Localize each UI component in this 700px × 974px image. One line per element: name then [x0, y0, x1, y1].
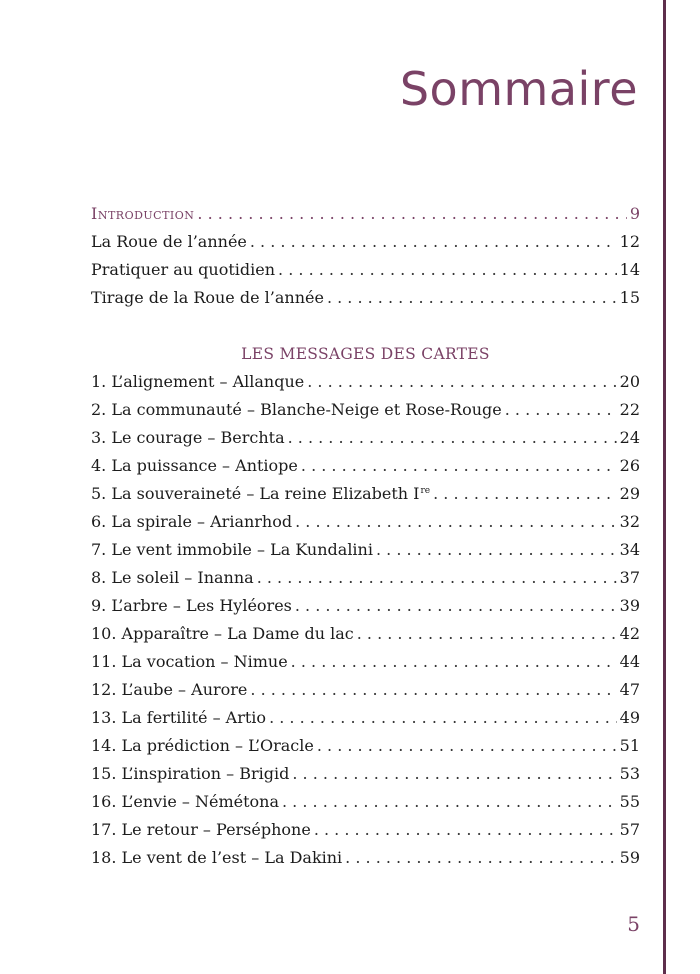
toc-entry-page: 32 [619, 512, 640, 531]
toc-entry-label: 17. Le retour – Perséphone [91, 820, 311, 839]
toc-entry-label: La Roue de l’année [91, 232, 247, 251]
toc-entry[interactable] [91, 564, 640, 592]
dot-leader [317, 732, 617, 760]
dot-leader [357, 620, 617, 648]
toc-entry-label: 1. L’alignement – Allanque [91, 372, 305, 391]
dot-leader [282, 788, 617, 816]
toc-entry-page: 37 [619, 568, 640, 587]
toc-entry-page: 22 [619, 400, 640, 419]
toc-entry-label: 4. La puissance – Antiope [91, 456, 298, 475]
toc-entry-page: 57 [619, 820, 640, 839]
toc-entry-page: 51 [619, 736, 640, 755]
toc-entry-label: 7. Le vent immobile – La Kundalini [91, 540, 373, 559]
toc-entry-page: 15 [619, 288, 640, 307]
toc-entry-superscript: re [420, 486, 431, 496]
toc-entry-label: 12. L’aube – Aurore [91, 680, 248, 699]
toc-entry[interactable] [91, 396, 640, 424]
toc-entry-label: 3. Le courage – Berchta [91, 428, 285, 447]
toc-entry-page: 42 [619, 624, 640, 643]
toc-entry-label: 11. La vocation – Nimue [91, 652, 288, 671]
toc-entry-label: 13. La fertilité – Artio [91, 708, 267, 727]
table-of-contents [91, 200, 640, 872]
dot-leader [433, 480, 617, 508]
toc-entry[interactable] [91, 620, 640, 648]
toc-entry-label: 2. La communauté – Blanche-Neige et Rose-Rouge [91, 400, 502, 419]
toc-entry-label: Introduction [91, 204, 195, 223]
toc-entry[interactable] [91, 508, 640, 536]
front-matter-list [91, 200, 640, 312]
toc-entry-label: 8. Le soleil – Inanna [91, 568, 254, 587]
toc-entry[interactable] [91, 256, 640, 284]
dot-leader [295, 508, 617, 536]
section-heading: LES MESSAGES DES CARTES [241, 345, 490, 363]
toc-entry-label: Pratiquer au quotidien [91, 260, 276, 279]
dot-leader [301, 452, 617, 480]
toc-entry-page: 53 [619, 764, 640, 783]
toc-entry-label: 15. L’inspiration – Brigid [91, 764, 290, 783]
toc-entry[interactable] [91, 732, 640, 760]
toc-entry-page: 44 [619, 652, 640, 671]
toc-entry-introduction[interactable] [91, 200, 640, 228]
toc-entry-label: 16. L’envie – Némétona [91, 792, 279, 811]
toc-entry[interactable] [91, 228, 640, 256]
dot-leader [250, 676, 616, 704]
toc-entry[interactable] [91, 284, 640, 312]
toc-entry[interactable] [91, 592, 640, 620]
card-messages-list [91, 368, 640, 872]
dot-leader [269, 704, 617, 732]
toc-entry-label: 10. Apparaître – La Dame du lac [91, 624, 354, 643]
dot-leader [278, 256, 617, 284]
toc-entry-label: Tirage de la Roue de l’année [91, 288, 324, 307]
dot-leader [250, 228, 617, 256]
toc-entry-page: 34 [619, 540, 640, 559]
dot-leader [307, 368, 616, 396]
toc-entry[interactable] [91, 844, 640, 872]
toc-entry-page: 24 [619, 428, 640, 447]
dot-leader [376, 536, 617, 564]
toc-entry-page: 39 [619, 596, 640, 615]
toc-entry-page: 12 [619, 232, 640, 251]
toc-entry-label: 14. La prédiction – L’Oracle [91, 736, 314, 755]
toc-entry[interactable] [91, 480, 640, 508]
toc-entry-page: 14 [619, 260, 640, 279]
dot-leader [345, 844, 616, 872]
toc-entry[interactable] [91, 536, 640, 564]
page-number: 5 [627, 912, 640, 936]
dot-leader [505, 396, 617, 424]
toc-entry-page: 9 [629, 204, 640, 223]
dot-leader [257, 564, 617, 592]
toc-entry-page: 55 [619, 792, 640, 811]
toc-entry[interactable] [91, 676, 640, 704]
toc-entry-label-text: 5. La souveraineté – La reine Elizabeth I [91, 484, 420, 503]
toc-entry-page: 20 [619, 372, 640, 391]
toc-entry-page: 29 [619, 484, 640, 503]
toc-entry[interactable] [91, 760, 640, 788]
toc-entry-page: 26 [619, 456, 640, 475]
dot-leader [291, 648, 617, 676]
page-edge-line [663, 0, 666, 974]
toc-entry[interactable] [91, 788, 640, 816]
dot-leader [295, 592, 617, 620]
dot-leader [288, 424, 617, 452]
toc-entry-page: 49 [619, 708, 640, 727]
toc-entry[interactable] [91, 368, 640, 396]
toc-entry-page: 47 [619, 680, 640, 699]
dot-leader [327, 284, 617, 312]
toc-entry[interactable] [91, 424, 640, 452]
toc-entry-page: 59 [619, 848, 640, 867]
toc-entry-label: 18. Le vent de l’est – La Dakini [91, 848, 343, 867]
toc-entry-label [91, 480, 430, 508]
dot-leader [314, 816, 617, 844]
page-title: Sommaire [399, 62, 638, 116]
dot-leader [292, 760, 616, 788]
toc-entry[interactable] [91, 816, 640, 844]
toc-entry-label: 6. La spirale – Arianrhod [91, 512, 293, 531]
toc-entry[interactable] [91, 704, 640, 732]
toc-entry-label: 9. L’arbre – Les Hyléores [91, 596, 292, 615]
toc-entry[interactable] [91, 648, 640, 676]
dot-leader [197, 200, 626, 228]
toc-entry[interactable] [91, 452, 640, 480]
